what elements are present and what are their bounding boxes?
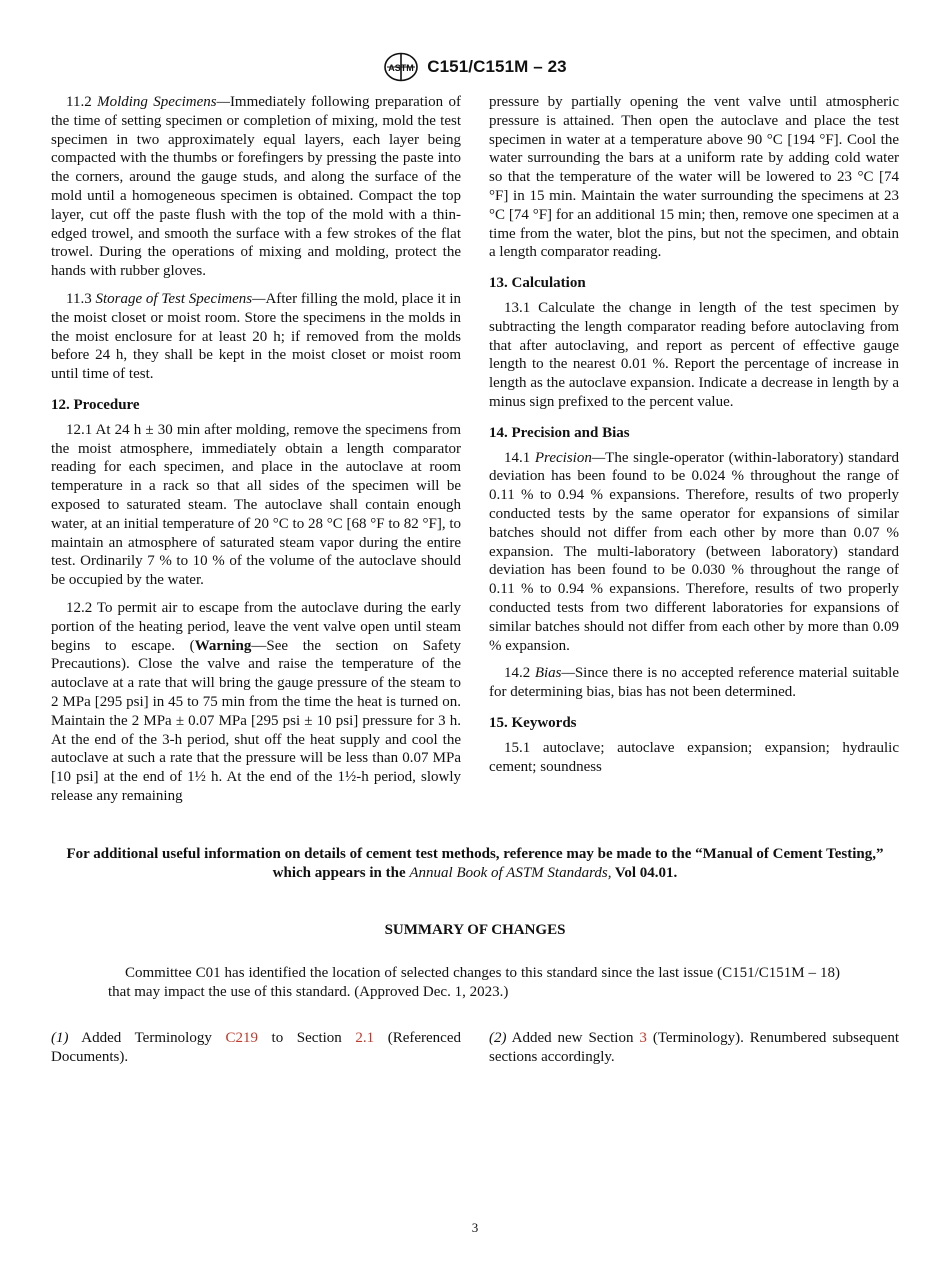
- para-number: 11.2: [66, 94, 92, 110]
- summary-of-changes-title: SUMMARY OF CHANGES: [384, 922, 566, 938]
- section-12-1: [51, 421, 461, 590]
- para-number: 14.1: [504, 449, 531, 466]
- section-12-2: [51, 599, 461, 806]
- section-12-2-continued: pressure by partially opening the vent valve until atmospheric pressure is attained. Then open the autoclave and place the test specimen in water at a temperature above 90 °C [194 °F]. Cool the water surrounding the bars at a uniform rate by adding cold water so that the temperature of the water will be lowered to 23 °C [74 °F] in 15 min. Maintain the water surrounding the specimens at 23 °C [74 °F] for an additional 15 min; then, remove one specimen at a time from the water, blot the pins, but not the specimen, and obtain a length comparator reading.: [489, 94, 899, 261]
- note-text-end: Vol 04.01.: [611, 864, 678, 881]
- para-number: 11.3: [66, 290, 92, 307]
- heading-precision-bias: 14. Precision and Bias: [489, 424, 630, 441]
- manual-reference-note: [51, 845, 899, 883]
- para-number: 15.1: [504, 739, 531, 756]
- link-section-3[interactable]: 3: [639, 1030, 647, 1046]
- note-text: For additional useful information on details of cement test methods, reference may be made to the “Manual of Cement Testing,” which appears in the: [66, 846, 884, 881]
- link-c219[interactable]: C219: [225, 1030, 258, 1046]
- heading-procedure: 12. Procedure: [51, 396, 140, 413]
- astm-logo: [383, 52, 419, 82]
- change-number: (1): [51, 1030, 69, 1046]
- para-body-start: To permit air to escape from the autoclave during the early portion of the heating period, leave the vent valve open until steam begins to escape. (: [51, 599, 461, 654]
- para-body: The single-operator (within-laboratory) standard deviation has been found to be 0.024 % throughout the range of 0.11 % to 0.94 % expansions. Therefore, results of two properly conducted tests by the same operator for expansions of similar batches should not differ from each other by more than 0.07 % expansion. The multi-laboratory (between laboratory) standard deviation has been found to be 0.030 % throughout the range of 0.11 % to 0.94 % expansions. Therefore, results of two properly conducted tests from two different laboratories for expansions of similar batches should not differ from each other by more than 0.09 % expansion.: [489, 449, 899, 654]
- section-13-1: [489, 299, 899, 412]
- note-italic: Annual Book of ASTM Standards,: [409, 864, 612, 881]
- left-column: [51, 93, 461, 815]
- para-body: autoclave; autoclave expansion; expansion; hydraulic cement; soundness: [489, 739, 899, 775]
- para-body: After filling the mold, place it in the moist closet or moist room. Store the specimens in the molds in the moist enclosure for at least 20 h; if removed from the molds before 24 h, they shall be kept in the moist closet or moist room until time of test.: [51, 290, 461, 383]
- para-body: Calculate the change in length of the test specimen by subtracting the length comparator reading before autoclaving from that after autoclaving, and report as percent of effective gauge length to the nearest 0.01 %. Report the percentage of increase in length as the autoclave expansion. Indicate a decrease in length by a minus sign prefixed to the percent value.: [489, 299, 899, 410]
- para-number: 13.1: [504, 299, 531, 316]
- page-header: [0, 52, 950, 82]
- change-number: (2): [489, 1030, 507, 1046]
- heading-keywords: 15. Keywords: [489, 714, 577, 731]
- change-text: Added Terminology: [68, 1030, 226, 1046]
- para-body: Immediately following preparation of the time of setting specimen or completion of mixing, mold the test specimen in two approximately equal layers, each layer being compacted with the thumbs or forefingers by pressing the paste into the corners, around the gauge studs, and along the surface of the mold until a homogeneous specimen is obtained. Compact the top layer, cut off the paste flush with the top of the mold with a thin-edged trowel, and smooth the surface with a few strokes of the flat trowel. During the operations of mixing and molding, protect the hands with rubber gloves.: [51, 94, 461, 280]
- summary-of-changes-text: Committee C01 has identified the location of selected changes to this standard since the last issue (C151/C151M – 18) that may impact the use of this standard. (Approved Dec. 1, 2023.): [108, 965, 840, 1000]
- para-number: 14.2: [504, 665, 531, 682]
- change-text: (Terminology). Renumbered subsequent sections accordingly.: [489, 1030, 899, 1065]
- para-title: Storage of Test Specimens—: [95, 290, 266, 307]
- para-number: 12.1: [66, 421, 93, 438]
- standard-designation: C151/C151M – 23: [427, 57, 567, 76]
- page-number: 3: [471, 1220, 479, 1235]
- section-11-3: [51, 290, 461, 384]
- astm-logo-icon: [383, 52, 419, 82]
- para-title: Precision—: [534, 449, 606, 466]
- section-14-1: [489, 449, 899, 656]
- section-15-1: [489, 739, 899, 777]
- change-item-2: [489, 1029, 899, 1067]
- para-number: 12.2: [66, 599, 93, 616]
- heading-calculation: 13. Calculation: [489, 275, 586, 292]
- para-body: Since there is no accepted reference material suitable for determining bias, bias has not been determined.: [489, 665, 900, 701]
- link-section-2-1[interactable]: 2.1: [355, 1030, 375, 1046]
- para-body: At 24 h ± 30 min after molding, remove the specimens from the moist atmosphere, immediately obtain a length comparator reading for each specimen, and place in the autoclave at room temperature in a rack so that all sides of the specimen will be exposed to saturated steam. The autoclave shall contain enough water, at an initial temperature of 20 °C to 28 °C [68 °F to 82 °F], to maintain an atmosphere of saturated steam vapor during the entire test. Ordinarily 7 % to 10 % of the volume of the autoclave should be occupied by the water.: [51, 421, 461, 589]
- para-title: Molding Specimens—: [97, 94, 230, 110]
- para-body-end: —See the section on Safety Precautions). Close the valve and raise the temperature of the autoclave at a rate that will bring the gauge pressure of the steam to 2 MPa [295 psi] in 45 to 75 min from the time the heat is turned on. Maintain the 2 MPa ± 0.07 MPa [295 psi ± 10 psi] pressure for 3 h. At the end of the 3-h period, shut off the heat supply and cool the autoclave at such a rate that the pressure will be less than 0.07 MPa [10 psi] at the end of 1½ h. At the end of the 1½-h period, slowly release any remaining: [51, 637, 462, 804]
- svg-text:ASTM: ASTM: [388, 63, 414, 73]
- warning-label: Warning: [194, 637, 252, 654]
- section-14-2: [489, 664, 899, 702]
- change-text: (Referenced Documents).: [51, 1030, 461, 1065]
- change-item-1: [51, 1029, 461, 1067]
- section-11-2: [51, 93, 461, 281]
- change-text: Added new Section: [506, 1030, 640, 1046]
- change-text: to Section: [257, 1030, 356, 1046]
- right-column: [489, 93, 899, 785]
- para-title: Bias—: [534, 665, 575, 682]
